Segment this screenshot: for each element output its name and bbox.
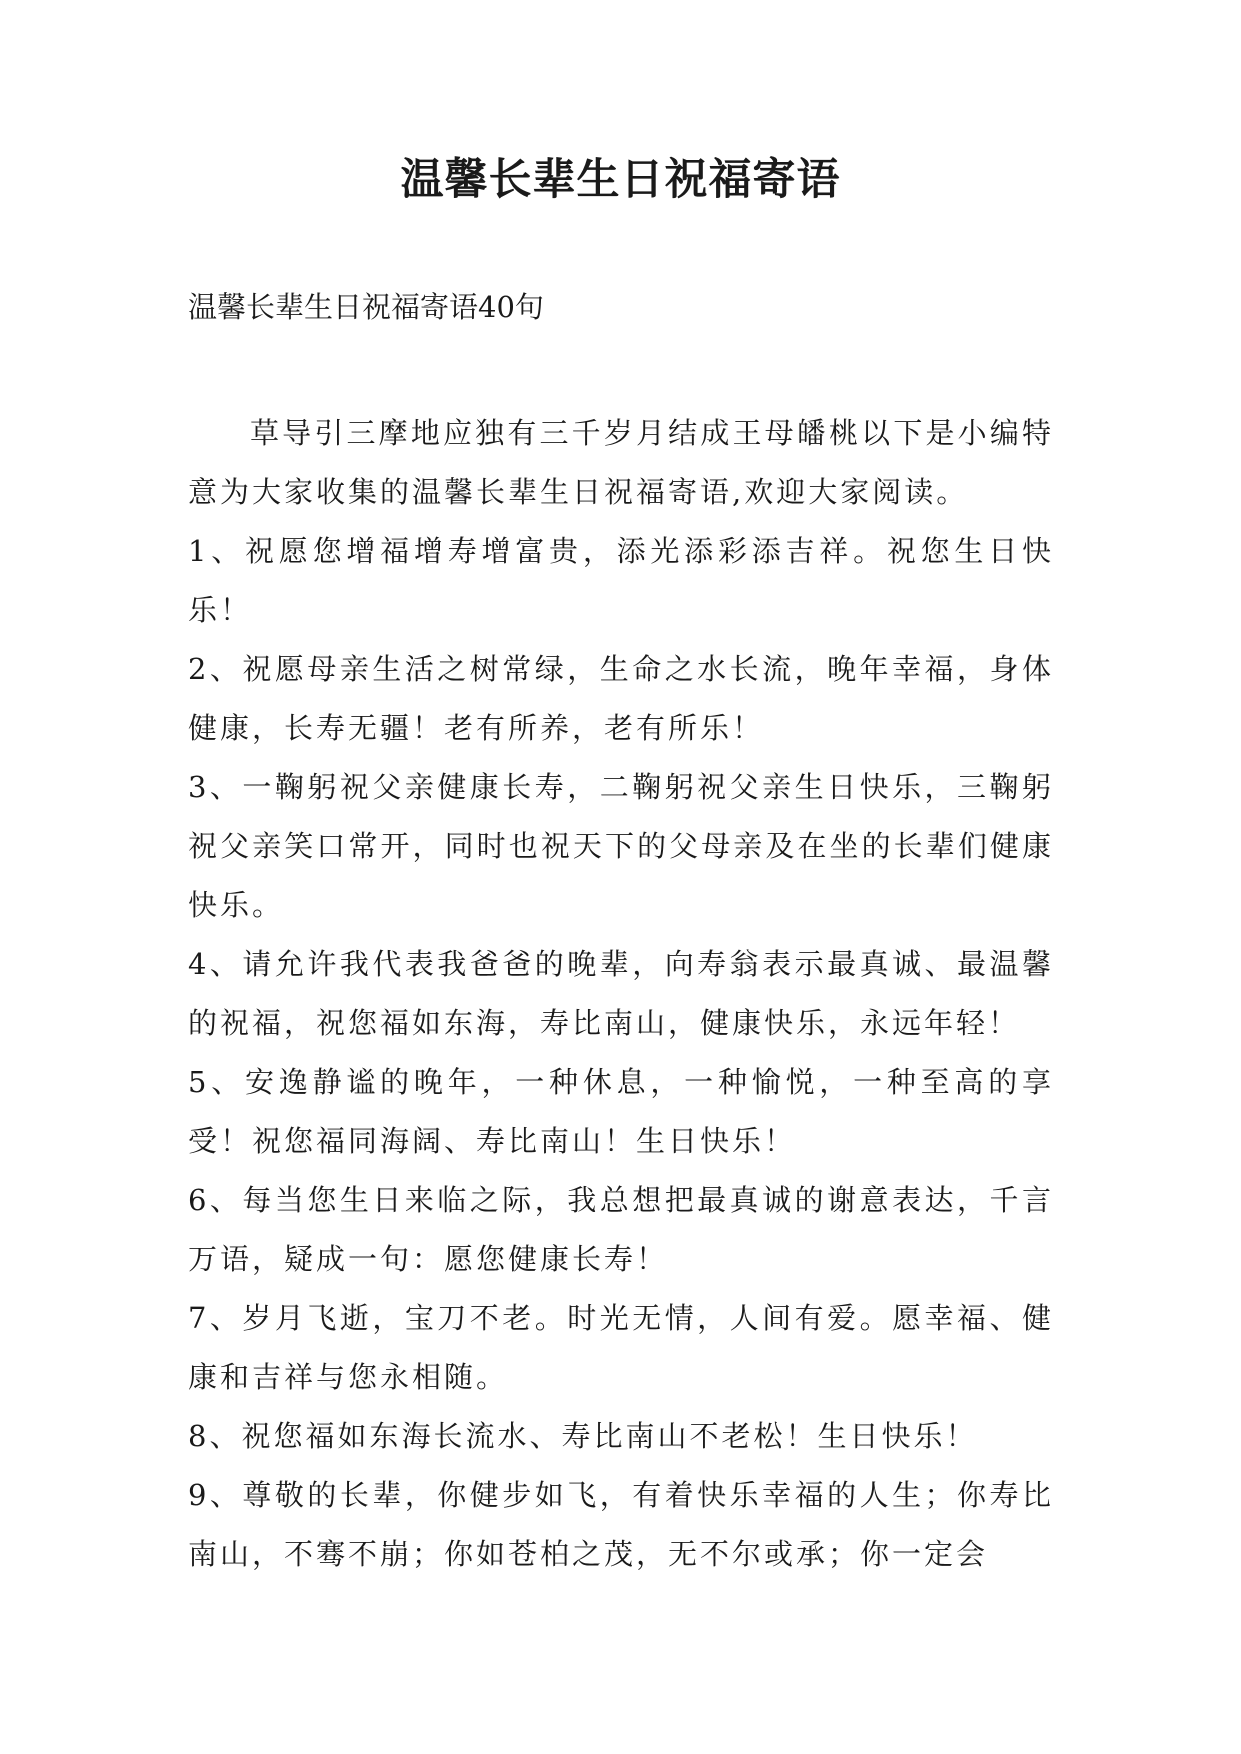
document-body (188, 404, 1054, 1584)
document-title: 温馨长辈生日祝福寄语 (400, 155, 841, 205)
blessing-item-5: 5、安逸静谧的晚年，一种休息，一种愉悦，一种至高的享受！祝您福同海阔、寿比南山！生日快乐！ (188, 1065, 1054, 1158)
blessing-item-3: 3、一鞠躬祝父亲健康长寿，二鞠躬祝父亲生日快乐，三鞠躬祝父亲笑口常开，同时也祝天下的父母亲及在坐的长辈们健康快乐。 (188, 770, 1054, 922)
intro-paragraph: 草导引三摩地应独有三千岁月结成王母皤桃以下是小编特意为大家收集的温馨长辈生日祝福寄语,欢迎大家阅读。 (188, 416, 1054, 509)
blessing-item-4: 4、请允许我代表我爸爸的晚辈，向寿翁表示最真诚、最温馨的祝福，祝您福如东海，寿比南山，健康快乐，永远年轻！ (188, 947, 1054, 1040)
blessing-item-6: 6、每当您生日来临之际，我总想把最真诚的谢意表达，千言万语，疑成一句：愿您健康长寿！ (188, 1183, 1054, 1276)
blessing-item-9: 9、尊敬的长辈，你健步如飞，有着快乐幸福的人生；你寿比南山，不骞不崩；你如苍柏之茂，无不尔或承；你一定会 (188, 1478, 1054, 1571)
blessing-item-2: 2、祝愿母亲生活之树常绿，生命之水长流，晚年幸福，身体健康，长寿无疆！老有所养，老有所乐！ (188, 652, 1054, 745)
document-subtitle: 温馨长辈生日祝福寄语40句 (188, 290, 544, 324)
blessing-item-1: 1、祝愿您增福增寿增富贵，添光添彩添吉祥。祝您生日快乐！ (188, 534, 1054, 627)
blessing-item-8: 8、祝您福如东海长流水、寿比南山不老松！生日快乐！ (188, 1419, 978, 1453)
blessing-item-7: 7、岁月飞逝，宝刀不老。时光无情，人间有爱。愿幸福、健康和吉祥与您永相随。 (188, 1301, 1054, 1394)
